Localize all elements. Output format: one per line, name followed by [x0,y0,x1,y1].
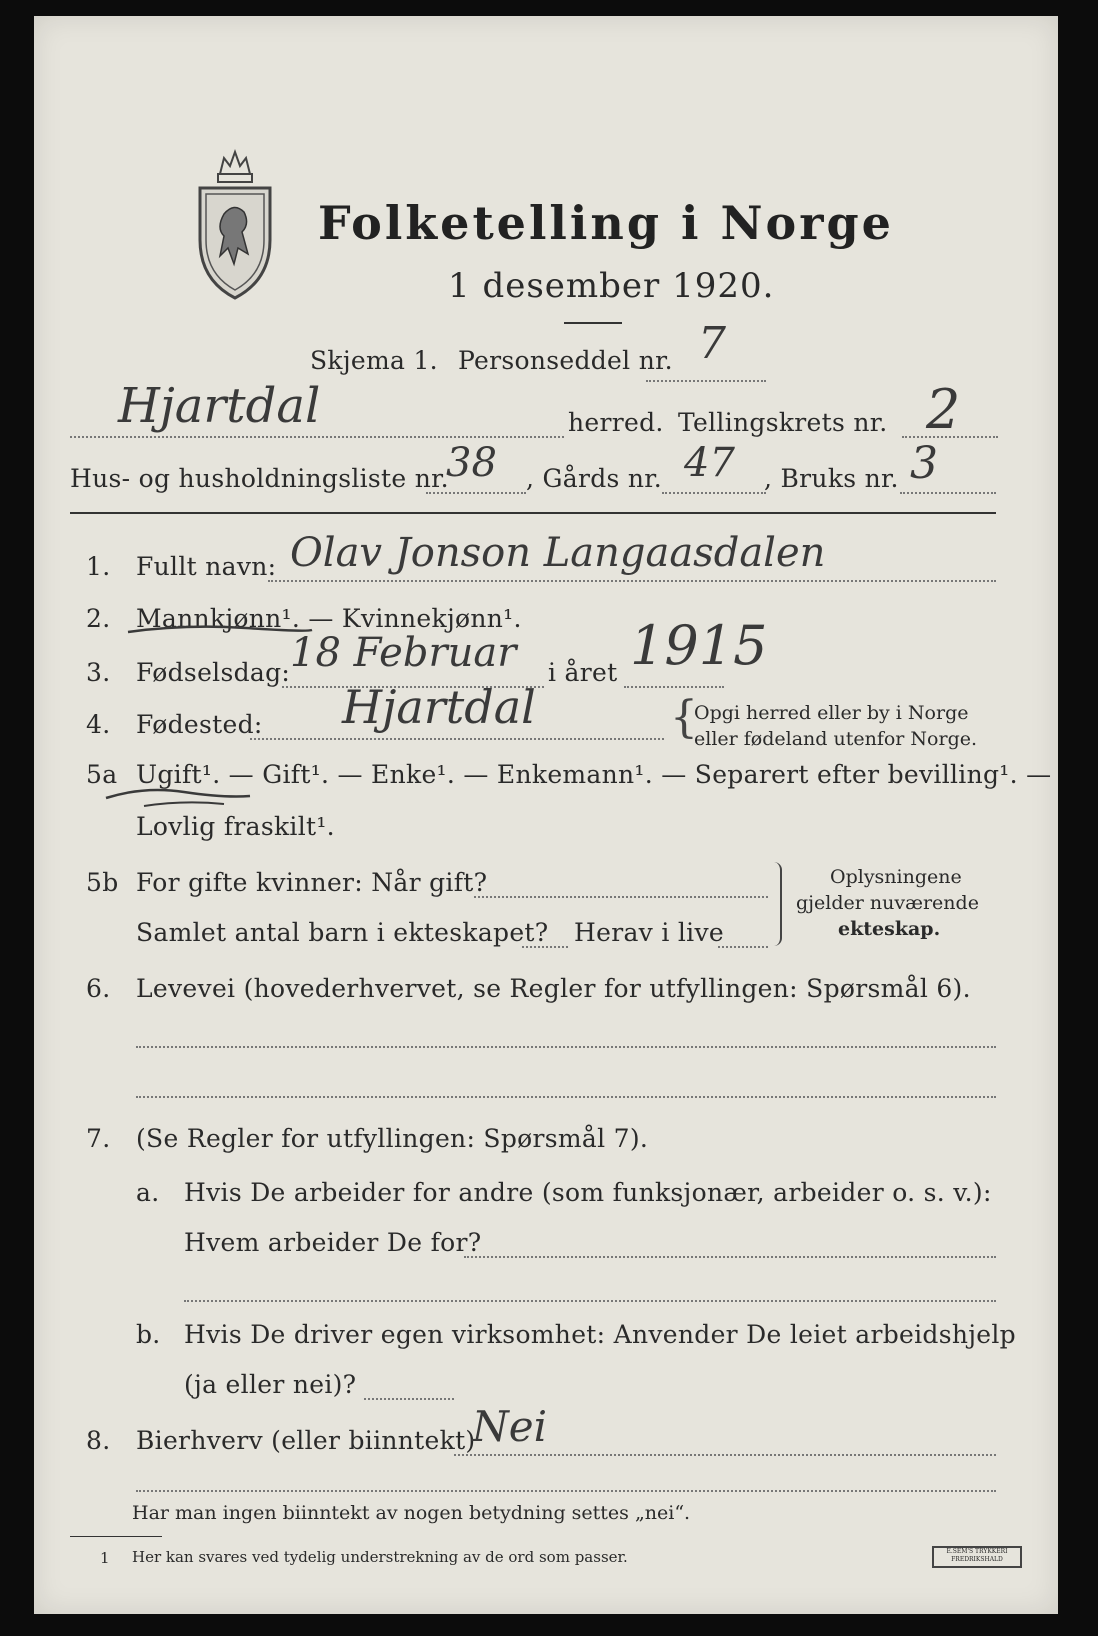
q7b-line1: Hvis De driver egen virksomhet: Anvender De leiet arbeidshjelp [184,1320,1016,1349]
birthplace-value[interactable]: Hjartdal [342,680,536,734]
q7-number: 7. [86,1124,111,1153]
bruks-value[interactable]: 3 [910,438,938,489]
q5a-number: 5a [86,760,118,789]
full-name-value[interactable]: Olav Jonson Langaasdalen [290,530,826,576]
tellingskrets-label: Tellingskrets nr. [678,408,888,437]
q7b-line2: (ja eller nei)? [184,1370,357,1399]
q6-occupation-label: Levevei (hovederhvervet, se Regler for utfyllingen: Spørsmål 6). [136,974,971,1003]
q5b-alive-label: Herav i live [574,918,724,947]
skjema-label: Skjema 1. [310,346,438,375]
q5b-married-label: For gifte kvinner: Når gift? [136,868,488,897]
q6-number: 6. [86,974,111,1003]
footnote-number: 1 [100,1549,110,1567]
coat-of-arms-icon [194,144,276,304]
q2-number: 2. [86,604,111,633]
tellingskrets-value[interactable]: 2 [926,378,961,441]
q5b-children-label: Samlet antal barn i ekteskapet? [136,918,549,947]
footnote-text: Her kan svares ved tydelig understrekning av de ord som passer. [132,1548,628,1566]
q7a-line1: Hvis De arbeider for andre (som funksjonær, arbeider o. s. v.): [184,1178,992,1207]
q4-number: 4. [86,710,111,739]
gards-value[interactable]: 47 [684,440,735,486]
q3-year-label: i året [548,658,618,687]
q5b-note-line2: gjelder nuværende [796,892,979,914]
q6-answer-line-2[interactable] [136,1096,996,1098]
q7a-answer-line-1[interactable] [464,1256,996,1258]
hus-value[interactable]: 38 [446,440,497,486]
q1-label: Fullt navn: [136,552,277,581]
q8-answer-line-2[interactable] [136,1490,996,1492]
footer-note: Har man ingen biinntekt av nogen betydning settes „nei“. [132,1502,691,1524]
q3-label: Fødselsdag: [136,658,291,687]
birth-year-value[interactable]: 1915 [630,614,768,677]
birthday-value[interactable]: 18 Februar [290,630,517,676]
q7a-answer-line-2[interactable] [184,1300,996,1302]
q5a-status-options-line2: Lovlig fraskilt¹. [136,812,335,841]
gards-label: , Gårds nr. [526,464,663,493]
gender-underline-mark [126,622,316,638]
q4-note-line2: eller fødeland utenfor Norge. [694,728,978,750]
form-date: 1 desember 1920. [448,266,775,306]
side-income-value[interactable]: Nei [472,1402,548,1451]
q5a-status-options: Ugift¹. — Gift¹. — Enke¹. — Enkemann¹. — Separert efter bevilling¹. — [136,760,1052,789]
q7b-answer-line[interactable] [364,1398,454,1400]
q1-number: 1. [86,552,111,581]
title-divider [564,322,622,324]
q7a-letter: a. [136,1178,160,1207]
q7-label: (Se Regler for utfyllingen: Spørsmål 7). [136,1124,649,1153]
q7a-line2: Hvem arbeider De for? [184,1228,482,1257]
hus-label: Hus- og husholdningsliste nr. [70,464,449,493]
census-form-page: Folketelling i Norge 1 desember 1920. Skjema 1. Personseddel nr. 7 Hjartdal herred. Tellingskrets nr. 2 Hus- og husholdningsliste nr. 38 , Gårds nr. 47 , Bruks nr. 3 1. Fullt navn: Olav Jonson Langaasdalen 2. Mannkjønn¹. — Kvinnekjønn¹. 3. Fødselsdag: 18 Februar i året 1915 4. Fødested: Hjartdal { Opgi herred eller by i Norge eller fødeland utenfor Norge. 5a Ugift¹. — Gift¹. — Enke¹. — Enkemann¹. — Separert efter bevilling¹. — Lovlig fraskilt¹. 5b For gifte kvinner: Når gift? Samlet antal barn i ekteskapet? Herav i live Oplysningene gjelder nuværende ekteskap. 6. Levevei (hovederhvervet, se Regler for utfyllingen: Spørsmål 6). 7. (Se Regler for utfyllingen: Spørsmål 7). a. Hvis De arbeider for andre (som funksjonær, arbeider o. s. v.): Hvem arbeider De for? b. Hvis De driver egen virksomhet: Anvender De leiet arbeidshjelp (ja eller nei)? 8. Bierhverv (eller biinntekt) Nei Har man ingen biinntekt av nogen betydning settes „nei“. 1 Her kan svares ved tydelig understrekning av de ord som passer. E.SEM'S TRYKKERI FREDRIKSHALD [34,16,1058,1614]
q2-gender-options: Mannkjønn¹. — Kvinnekjønn¹. [136,604,522,633]
q8-label: Bierhverv (eller biinntekt) [136,1426,476,1455]
form-title: Folketelling i Norge [318,196,894,250]
q6-answer-line-1[interactable] [136,1046,996,1048]
printer-stamp: E.SEM'S TRYKKERI FREDRIKSHALD [932,1546,1022,1568]
personseddel-value[interactable]: 7 [698,318,726,369]
personseddel-label: Personseddel nr. [458,346,673,375]
q8-number: 8. [86,1426,111,1455]
q4-label: Fødested: [136,710,263,739]
q4-note-line1: Opgi herred eller by i Norge [694,702,969,724]
herred-value[interactable]: Hjartdal [118,378,321,434]
q5b-note-line3: ekteskap. [838,918,941,940]
q5b-note-line1: Oplysningene [830,866,962,888]
bruks-label: , Bruks nr. [764,464,899,493]
q7b-letter: b. [136,1320,161,1349]
q5b-number: 5b [86,868,119,897]
header-rule [70,512,996,514]
q3-number: 3. [86,658,111,687]
ugift-underline-mark [104,782,254,812]
herred-label: herred. [568,408,664,437]
